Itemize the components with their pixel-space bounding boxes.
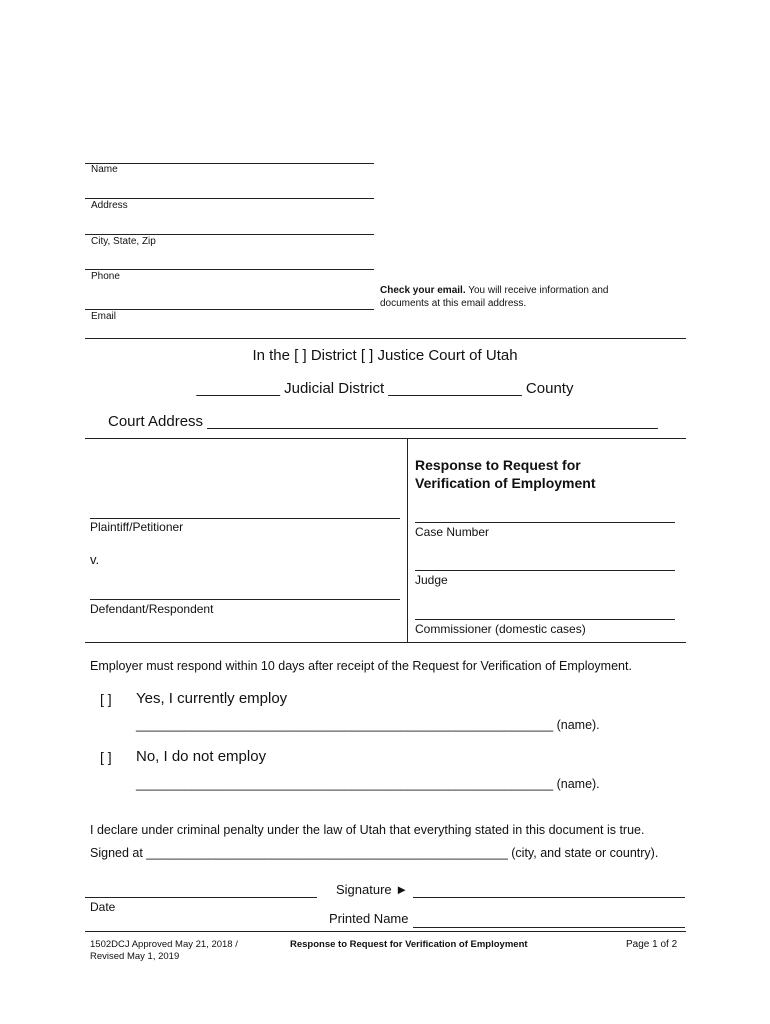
footer-title: Response to Request for Verification of Employment <box>290 939 528 950</box>
city-line <box>85 234 374 235</box>
email-line <box>85 309 374 310</box>
no-name-line: ____________________________________________________________ (name). <box>136 777 600 791</box>
commissioner-label: Commissioner (domestic cases) <box>415 622 586 636</box>
date-input[interactable] <box>85 881 317 898</box>
plaintiff-label: Plaintiff/Petitioner <box>90 520 184 534</box>
yes-checkbox[interactable]: [ ] <box>100 691 112 707</box>
court-top-rule <box>85 338 686 339</box>
signed-at-input[interactable] <box>148 844 518 860</box>
no-checkbox[interactable]: [ ] <box>100 749 112 765</box>
name-line <box>85 163 374 164</box>
email-note <box>380 284 680 310</box>
address-line <box>85 198 374 199</box>
yes-name-line: ____________________________________________________________ (name). <box>136 718 600 732</box>
date-label: Date <box>90 900 116 914</box>
form-id-line1: 1502DCJ Approved May 21, 2018 / <box>90 939 238 950</box>
no-option-label: No, I do not employ <box>136 748 267 765</box>
caption-top-rule <box>85 438 686 439</box>
form-title-line2: Verification of Employment <box>415 475 596 491</box>
address-label: Address <box>91 200 128 211</box>
email-label: Email <box>91 311 117 322</box>
phone-label: Phone <box>91 271 120 282</box>
footer-rule <box>85 931 686 932</box>
printed-name-input[interactable] <box>413 911 685 928</box>
judge-label: Judge <box>415 573 448 587</box>
declaration-text: I declare under criminal penalty under the law of Utah that everything stated in this document is true. <box>90 823 645 837</box>
signature-label: Signature ► <box>336 882 409 897</box>
form-id <box>90 939 238 963</box>
defendant-label: Defendant/Respondent <box>90 602 214 616</box>
case-number-input[interactable] <box>415 506 675 523</box>
plaintiff-input[interactable] <box>90 502 400 519</box>
form-title <box>415 456 595 492</box>
no-name-input[interactable] <box>136 775 616 791</box>
name-label: Name <box>91 164 118 175</box>
email-note-rest: You will receive information and <box>465 285 609 296</box>
printed-name-label: Printed Name <box>329 911 409 926</box>
form-id-line2: Revised May 1, 2019 <box>90 951 180 962</box>
yes-name-input[interactable] <box>136 716 616 732</box>
yes-option-label: Yes, I currently employ <box>136 690 288 707</box>
caption-bottom-rule <box>85 642 686 643</box>
instruction-text: Employer must respond within 10 days after receipt of the Request for Verification of Employment. <box>90 659 632 673</box>
email-note-bold: Check your email. <box>380 285 466 296</box>
commissioner-input[interactable] <box>415 603 675 620</box>
judge-input[interactable] <box>415 554 675 571</box>
defendant-input[interactable] <box>90 583 400 600</box>
city-label: City, State, Zip <box>91 236 156 247</box>
judicial-district-line: __________ Judicial District ________________ County <box>196 380 574 397</box>
court-type-line: In the [ ] District [ ] Justice Court of Utah <box>252 347 518 364</box>
signature-input[interactable] <box>413 881 685 898</box>
form-title-line1: Response to Request for <box>415 457 581 473</box>
phone-line <box>85 269 374 270</box>
case-number-label: Case Number <box>415 525 490 539</box>
versus-label: v. <box>90 552 100 567</box>
signed-at-line: Signed at ____________________________________________________ (city, and state or country). <box>90 846 659 860</box>
caption-divider <box>407 438 408 642</box>
court-address-line: Court Address ______________________________________________________ <box>108 413 658 430</box>
page-number: Page 1 of 2 <box>626 939 678 950</box>
email-note-line2: documents at this email address. <box>380 298 527 309</box>
